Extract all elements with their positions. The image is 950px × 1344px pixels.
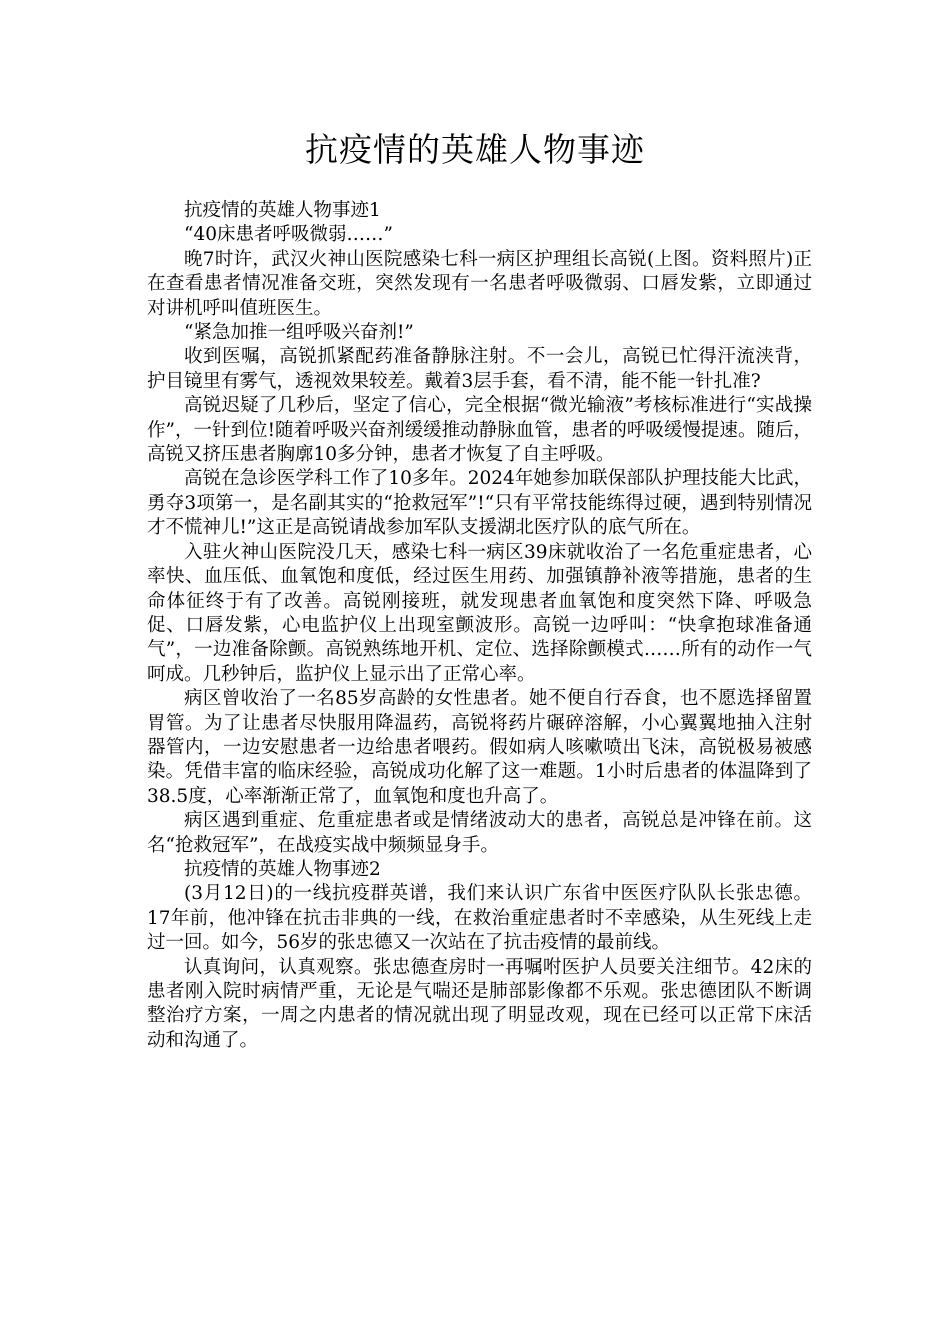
paragraph: 晚7时许，武汉火神山医院感染七科一病区护理组长高锐(上图。资料照片)正在查看患者情况准备交班，突然发现有一名患者呼吸微弱、口唇发紫，立即通过对讲机呼叫值班医生。 [147,248,812,319]
paragraph: (3月12日)的一线抗疫群英谱，我们来认识广东省中医医疗队队长张忠德。17年前，他冲锋在抗击非典的一线，在救治重症患者时不幸感染，从生死线上走过一回。如今，56岁的张忠德又一次站在了抗击疫情的最前线。 [147,883,812,954]
paragraph: “紧急加推一组呼吸兴奋剂!” [184,322,414,344]
paragraph: 入驻火神山医院没几天，感染七科一病区39床就收治了一名危重症患者，心率快、血压低、血氧饱和度低，经过医生用药、加强镇静补液等措施，患者的生命体征终于有了改善。高锐刚接班，就发现患者血氧饱和度突然下降、呼吸急促、口唇发紫，心电监护仪上出现室颤波形。高锐一边呼叫：“快拿抱球准备通气”，一边准备除颤。高锐熟练地开机、定位、选择除颤模式……所有的动作一气呵成。几秒钟后，监护仪上显示出了正常心率。 [147,541,812,685]
paragraph: 收到医嘱，高锐抓紧配药准备静脉注射。不一会儿，高锐已忙得汗流浃背，护目镜里有雾气，透视效果较差。戴着3层手套，看不清，能不能一针扎准? [147,346,812,392]
paragraph: 病区遇到重症、危重症患者或是情绪波动大的患者，高锐总是冲锋在前。这名“抢救冠军”，在战疫实战中频频显身手。 [147,810,812,856]
paragraph-section-heading-1: 抗疫情的英雄人物事迹1 [184,200,381,221]
paragraph: 高锐迟疑了几秒后，坚定了信心，完全根据“微光输液”考核标准进行“实战操作”，一针到位!随着呼吸兴奋剂缓缓推动静脉血管，患者的呼吸缓慢提速。随后，高锐又挤压患者胸廓10多分钟，患者才恢复了自主呼吸。 [147,395,812,466]
paragraph-section-heading-2: 抗疫情的英雄人物事迹2 [184,858,381,880]
paragraph: 认真询问，认真观察。张忠德查房时一再嘱咐医护人员要关注细节。42床的患者刚入院时病情严重，无论是气喘还是肺部影像都不乐观。张忠德团队不断调整治疗方案，一周之内患者的情况就出现了明显改观，现在已经可以正常下床活动和沟通了。 [147,956,812,1051]
paragraph: “40床患者呼吸微弱……” [184,224,393,246]
document-title: 抗疫情的英雄人物事迹 [305,130,645,169]
document-body [147,199,812,1053]
paragraph: 高锐在急诊医学科工作了10多年。2024年她参加联保部队护理技能大比武，勇夺3项第一，是名副其实的“抢救冠军”!“只有平常技能练得过硬，遇到特别情况才不慌神儿!”这正是高锐请战参加军队支援湖北医疗队的底气所在。 [147,468,812,539]
paragraph: 病区曾收治了一名85岁高龄的女性患者。她不便自行吞食，也不愿选择留置胃管。为了让患者尽快服用降温药，高锐将药片碾碎溶解，小心翼翼地抽入注射器管内，一边安慰患者一边给患者喂药。假如病人咳嗽喷出飞沫，高锐极易被感染。凭借丰富的临床经验，高锐成功化解了这一难题。1小时后患者的体温降到了38.5度，心率渐渐正常了，血氧饱和度也升高了。 [147,688,812,807]
